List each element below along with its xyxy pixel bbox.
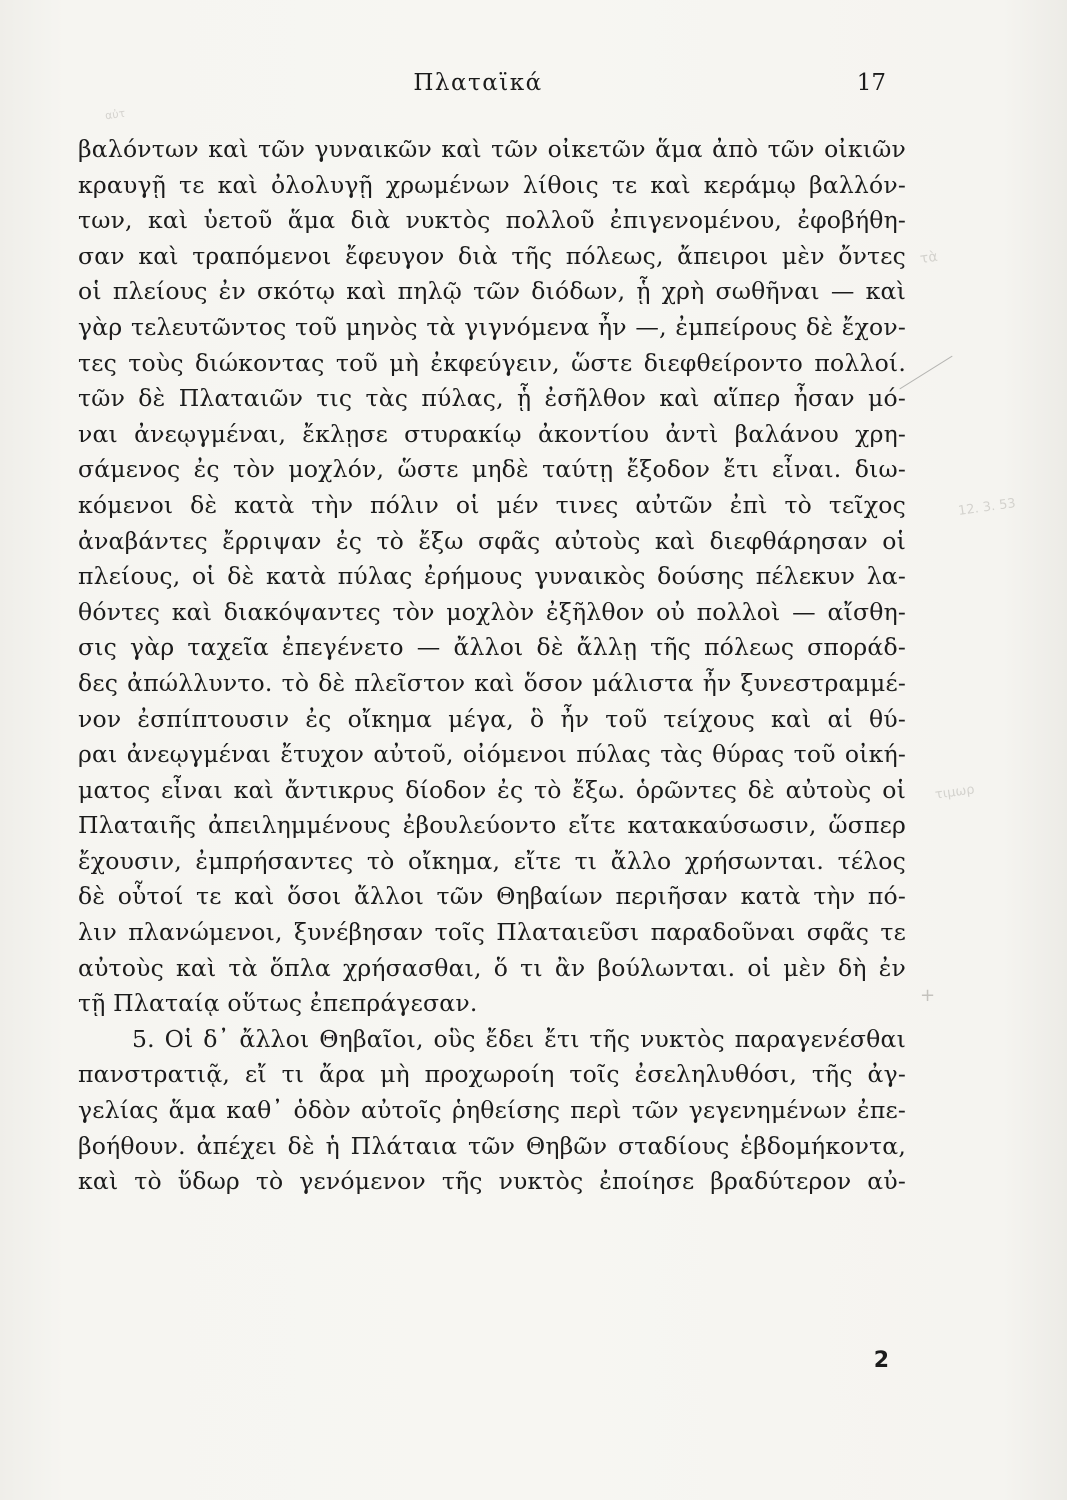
text-line: θόντες καὶ διακόψαντες τὸν μοχλὸν ἐξῆλθον οὐ πολλοὶ — αἴσθη- <box>78 597 906 626</box>
text-line: σάμενος ἐς τὸν μοχλόν, ὥστε μηδὲ ταύτῃ ἔξοδον ἔτι εἶναι. διω- <box>78 455 906 484</box>
text-line: ἀναβάντες ἔρριψαν ἐς τὸ ἔξω σφᾶς αὐτοὺς καὶ διεφθάρησαν οἱ <box>78 526 906 555</box>
text-line: τῇ Πλαταίᾳ οὕτως ἐπεπράγεσαν. <box>78 989 478 1018</box>
text-line: λιν πλανώμενοι, ξυνέβησαν τοῖς Πλαταιεῦσι παραδοῦναι σφᾶς τε <box>78 918 906 947</box>
text-line: σις γὰρ ταχεῖα ἐπεγένετο — ἄλλοι δὲ ἄλλῃ τῆς πόλεως σποράδ- <box>78 633 906 662</box>
marginal-note: 12. 3. 53 <box>957 496 1017 519</box>
text-line: γὰρ τελευτῶντος τοῦ μηνὸς τὰ γιγνόμενα ἦν —, ἐμπείρους δὲ ἔχον- <box>78 312 906 341</box>
text-line: νον ἐσπίπτουσιν ἐς οἴκημα μέγα, ὃ ἦν τοῦ τείχους καὶ αἱ θύ- <box>78 704 906 733</box>
text-line: πλείους, οἱ δὲ κατὰ πύλας ἐρήμους γυναικὸς δούσης πέλεκυν λα- <box>78 562 906 591</box>
text-line: ναι ἀνεῳγμέναι, ἔκλῃσε στυρακίῳ ἀκοντίου ἀντὶ βαλάνου χρη- <box>78 419 906 448</box>
text-line: των, καὶ ὑετοῦ ἅμα διὰ νυκτὸς πολλοῦ ἐπιγενομένου, ἐφοβήθη- <box>78 206 906 235</box>
page-number: 17 <box>856 70 886 96</box>
running-title: Πλαταϊκά <box>413 70 543 96</box>
text-line: πανστρατιᾷ, εἴ τι ἄρα μὴ προχωροίη τοῖς ἐσεληλυθόσι, τῆς ἀγ- <box>78 1060 906 1089</box>
text-line: σαν καὶ τραπόμενοι ἔφευγον διὰ τῆς πόλεως, ἄπειροι μὲν ὄντες <box>78 241 906 270</box>
text-line: Πλαταιῆς ἀπειλημμένους ἐβουλεύοντο εἴτε κατακαύσωσιν, ὥσπερ <box>78 811 906 840</box>
text-line: οἱ πλείους ἐν σκότῳ καὶ πηλῷ τῶν διόδων, ᾗ χρὴ σωθῆναι — καὶ <box>78 277 906 306</box>
text-line: δὲ οὗτοί τε καὶ ὅσοι ἄλλοι τῶν Θηβαίων περιῆσαν κατὰ τὴν πό- <box>78 882 906 911</box>
text-line: γελίας ἅμα καθ᾽ ὁδὸν αὐτοῖς ῥηθείσης περὶ τῶν γεγενημένων ἐπε- <box>78 1096 906 1125</box>
text-line: ἔχουσιν, ἐμπρήσαντες τὸ οἴκημα, εἴτε τι ἄλλο χρήσωνται. τέλος <box>78 846 906 875</box>
text-line: τῶν δὲ Πλαταιῶν τις τὰς πύλας, ᾗ ἐσῆλθον καὶ αἵπερ ἦσαν μό- <box>78 384 906 413</box>
text-line: κραυγῇ τε καὶ ὀλολυγῇ χρωμένων λίθοις τε καὶ κεράμῳ βαλλόν- <box>78 170 906 199</box>
marginal-note: αὐτ <box>104 106 127 123</box>
text-line: τες τοὺς διώκοντας τοῦ μὴ ἐκφεύγειν, ὥστε διεφθείροντο πολλοί. <box>78 348 906 377</box>
text-line: ματος εἶναι καὶ ἄντικρυς δίοδον ἐς τὸ ἔξω. ὁρῶντες δὲ αὐτοὺς οἱ <box>78 775 906 804</box>
page-header <box>78 70 886 104</box>
text-line: αὐτοὺς καὶ τὰ ὅπλα χρήσασθαι, ὅ τι ἂν βούλωνται. οἱ μὲν δὴ ἐν <box>78 953 906 982</box>
margin-cross-mark: + <box>920 985 936 1006</box>
marginal-note: τιμωρ <box>934 782 976 803</box>
main-text <box>78 132 906 1200</box>
text-line: κόμενοι δὲ κατὰ τὴν πόλιν οἱ μέν τινες αὐτῶν ἐπὶ τὸ τεῖχος <box>78 490 906 519</box>
text-line: δες ἀπώλλυντο. τὸ δὲ πλεῖστον καὶ ὅσον μάλιστα ἦν ξυνεστραμμέ- <box>78 668 906 697</box>
marginal-note: τὰ <box>918 248 939 268</box>
pencil-mark <box>899 356 952 390</box>
text-line: καὶ τὸ ὕδωρ τὸ γενόμενον τῆς νυκτὸς ἐποίησε βραδύτερον αὐ- <box>78 1167 906 1196</box>
text-line: βαλόντων καὶ τῶν γυναικῶν καὶ τῶν οἰκετῶν ἅμα ἀπὸ τῶν οἰκιῶν <box>78 135 906 163</box>
signature-mark: 2 <box>873 1348 889 1373</box>
text-line: βοήθουν. ἀπέχει δὲ ἡ Πλάταια τῶν Θηβῶν σταδίους ἑβδομήκοντα, <box>78 1131 906 1160</box>
text-line: ραι ἀνεῳγμέναι ἔτυχον αὐτοῦ, οἰόμενοι πύλας τὰς θύρας τοῦ οἰκή- <box>78 740 906 769</box>
paragraph-start-line: 5. Οἱ δ᾽ ἄλλοι Θηβαῖοι, οὓς ἔδει ἔτι τῆς νυκτὸς παραγενέσθαι <box>132 1024 906 1053</box>
